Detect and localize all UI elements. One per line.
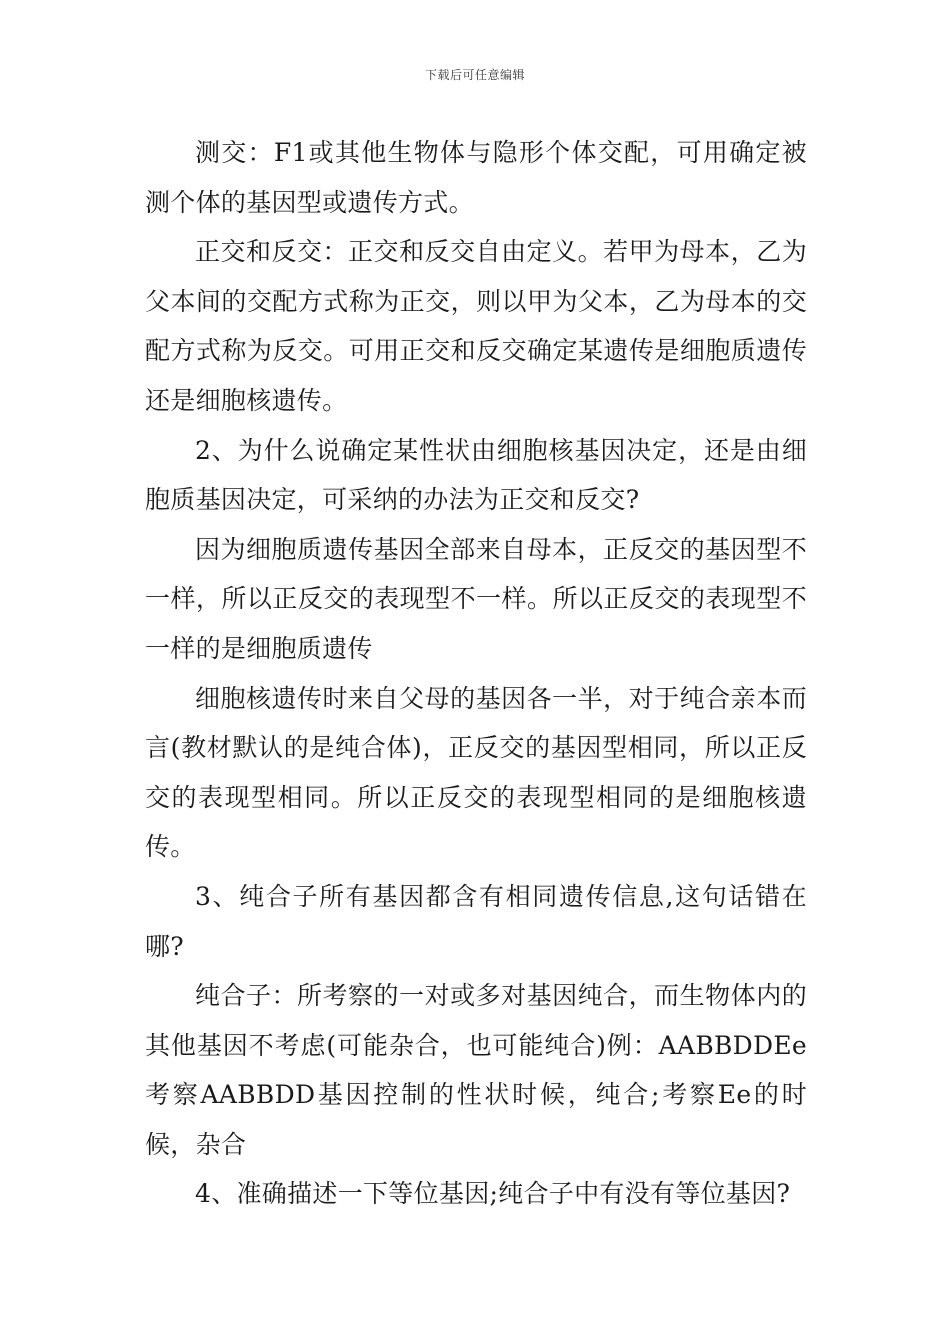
paragraph-homozygote-explanation: 纯合子：所考察的一对或多对基因纯合，而生物体内的其他基因不考虑(可能杂合，也可能纯合)例：AABBDDEe考察AABBDD基因控制的性状时候，纯合;考察Ee的时候，杂合	[145, 981, 807, 1159]
page-header-note: 下载后可任意编辑	[424, 68, 525, 82]
paragraph-question-2: 2、为什么说确定某性状由细胞核基因决定，还是由细胞质基因决定，可采纳的办法为正交和反交?	[145, 435, 807, 515]
paragraph-testcross-definition: 测交：F1或其他生物体与隐形个体交配，可用确定被测个体的基因型或遗传方式。	[145, 138, 807, 217]
document-body	[145, 128, 807, 1219]
paragraph-question-3: 3、纯合子所有基因都含有相同遗传信息,这句话错在哪?	[145, 881, 807, 961]
paragraph-cytoplasmic-inheritance: 因为细胞质遗传基因全部来自母本，正反交的基因型不一样，所以正反交的表现型不一样。所以正反交的表现型不一样的是细胞质遗传	[145, 534, 807, 663]
paragraph-nuclear-inheritance: 细胞核遗传时来自父母的基因各一半，对于纯合亲本而言(教材默认的是纯合体)，正反交的基因型相同，所以正反交的表现型相同。所以正反交的表现型相同的是细胞核遗传。	[145, 683, 807, 862]
paragraph-reciprocal-cross-definition: 正交和反交：正交和反交自由定义。若甲为母本，乙为父本间的交配方式称为正交，则以甲为父本，乙为母本的交配方式称为反交。可用正交和反交确定某遗传是细胞质遗传还是细胞核遗传。	[145, 237, 807, 415]
paragraph-question-4: 4、准确描述一下等位基因;纯合子中有没有等位基因?	[195, 1179, 791, 1209]
